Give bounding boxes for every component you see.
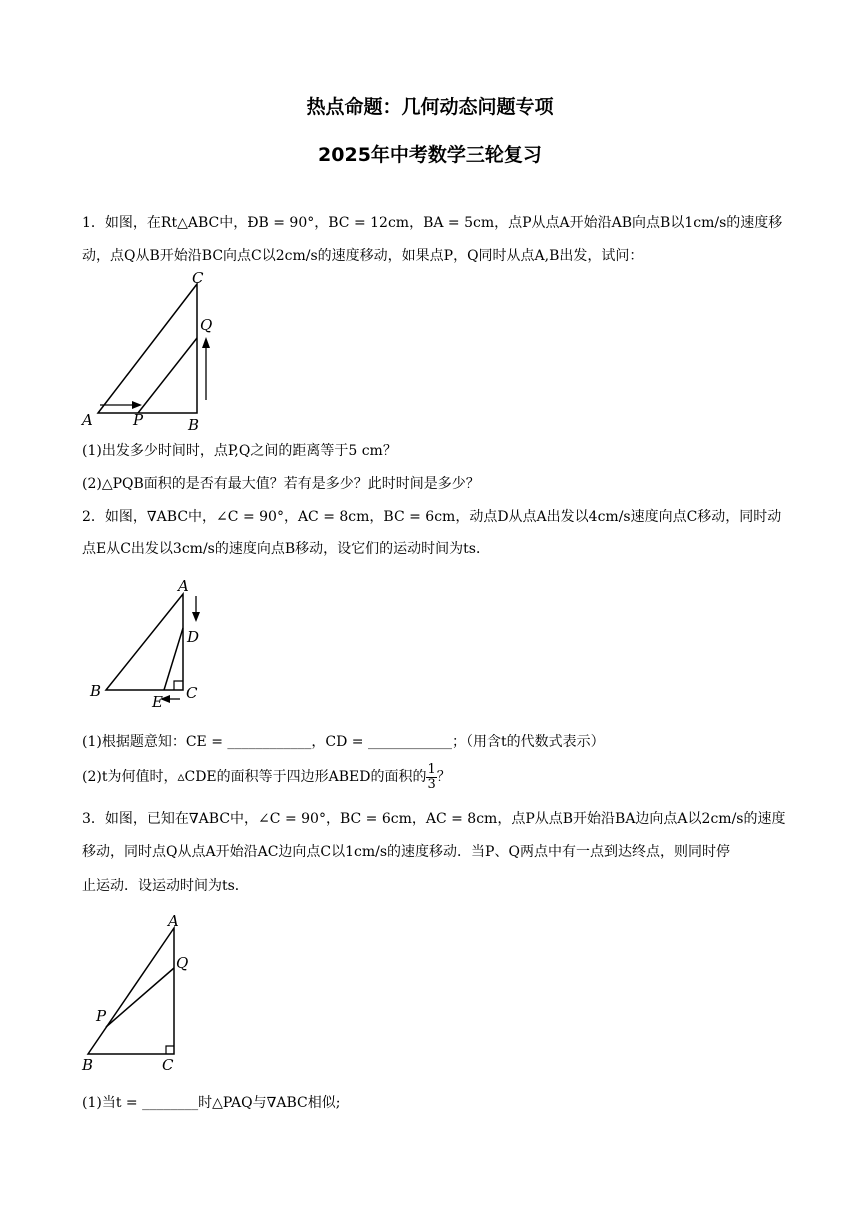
triangle-abc (98, 284, 197, 413)
arrow-q-head (202, 337, 210, 348)
label-c: C (186, 684, 198, 702)
problem2-figure (86, 578, 216, 708)
problem2-question2-text: (2)t为何值时，▵CDE的面积等于四边形ABED的面积的 (82, 769, 427, 785)
problem1-question1: (1)出发多少时间时，点P,Q之间的距离等于5 cm？ (82, 443, 397, 459)
label-e: E (152, 693, 163, 708)
fraction-denominator: 3 (427, 776, 436, 792)
problem1-figure (78, 270, 238, 435)
label-b: B (90, 682, 102, 700)
problem3-text-line3: 止运动．设运动时间为ts． (82, 878, 249, 894)
label-a: A (168, 912, 179, 930)
problem1-text-line1: 1．如图，在Rt△ABC中，ÐB = 90°，BC = 12cm，BA = 5cm，点P从点A开始沿AB向点B以1cm/s的速度移 (82, 215, 783, 231)
right-angle-c (166, 1046, 174, 1054)
label-b: B (188, 416, 200, 434)
page-title: 热点命题：几何动态问题专项 (306, 96, 554, 118)
problem2-text-line1: 2．如图，∇ABC中，∠C = 90°，AC = 8cm，BC = 6cm，动点D从点A出发以4cm/s速度向点C移动，同时动 (82, 509, 782, 525)
label-q: Q (176, 954, 189, 972)
label-p: P (96, 1007, 107, 1025)
triangle-abc (106, 594, 183, 690)
problem3-text-line1: 3．如图，已知在∇ABC中，∠C = 90°，BC = 6cm，AC = 8cm，点P从点B开始沿BA边向点A以2cm/s的速度 (82, 811, 786, 827)
problem3-question1: (1)当t = ________时△PAQ与∇ABC相似; (82, 1095, 341, 1111)
label-p: P (133, 411, 144, 429)
fraction-numerator: 1 (427, 761, 436, 777)
arrow-p-head (132, 401, 142, 409)
right-angle-c (174, 681, 183, 690)
problem3-text-line2: 移动，同时点Q从点A开始沿AC边向点C以1cm/s的速度移动．当P、Q两点中有一点到达终点，则同时停 (82, 844, 730, 860)
problem1-text-line2: 动，点Q从B开始沿BC向点C以2cm/s的速度移动，如果点P，Q同时从点A,B出发，试问： (82, 248, 644, 264)
fraction-one-third (426, 763, 436, 792)
page-subtitle: 2025年中考数学三轮复习 (318, 144, 542, 166)
problem2-question2 (82, 760, 782, 794)
problem2-question2-end: ？ (436, 769, 451, 785)
label-c: C (192, 270, 204, 287)
label-b: B (82, 1056, 94, 1074)
problem1-question2: (2)△PQB面积的是否有最大值？若有是多少？此时时间是多少？ (82, 476, 480, 492)
problem2-text-line2: 点E从C出发以3cm/s的速度向点B移动，设它们的运动时间为ts． (82, 541, 490, 557)
label-a: A (82, 411, 93, 429)
label-d: D (187, 628, 200, 646)
label-c: C (162, 1056, 174, 1074)
triangle-abc (88, 928, 174, 1054)
problem2-question1: (1)根据题意知：CE = ____________，CD = ____________；（用含t的代数式表示） (82, 734, 605, 750)
arrow-d-head (192, 612, 200, 622)
label-a: A (178, 578, 189, 595)
problem3-figure (80, 910, 200, 1080)
label-q: Q (200, 316, 213, 334)
